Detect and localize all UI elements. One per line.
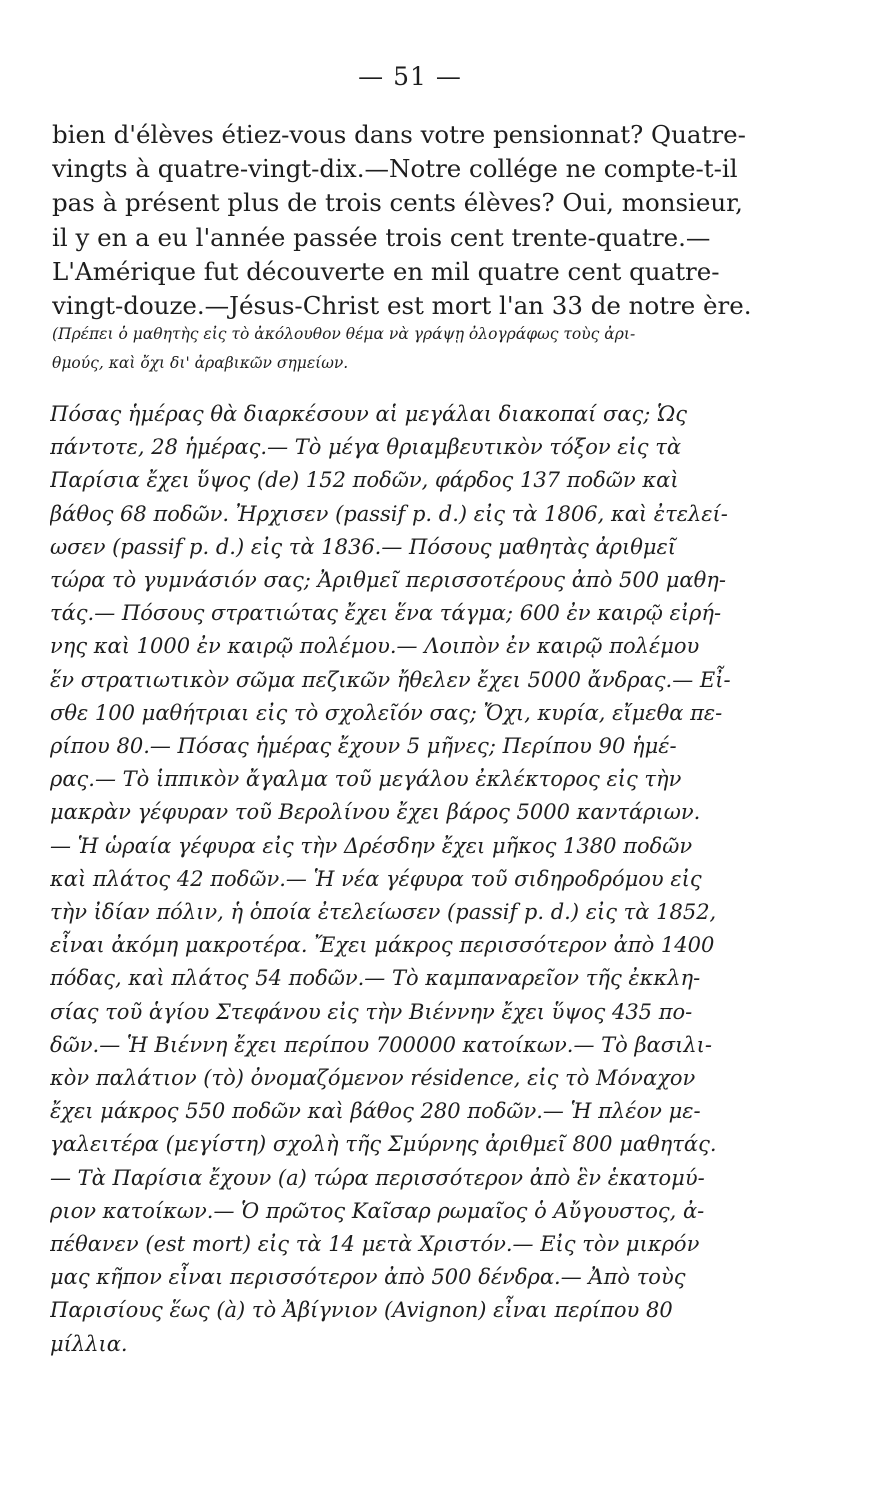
text-line: πόδας, καὶ πλάτος 54 ποδῶν.— Τὸ καμπαναρεῖον τῆς ἐκκλη- bbox=[50, 966, 701, 991]
text-line: pas à présent plus de trois cents élèves? Oui, monsieur, bbox=[52, 188, 743, 218]
text-line: vingts à quatre-vingt-dix.—Notre collége ne compte-t-il bbox=[52, 154, 738, 184]
text-line: νης καὶ 1000 ἐν καιρῷ πολέμου.— Λοιπὸν ἐν καιρῷ πολέμου bbox=[50, 634, 700, 659]
text-line: τὴν ἰδίαν πόλιν, ἡ ὁποία ἐτελείωσεν (passif p. d.) εἰς τὰ 1852, bbox=[50, 900, 717, 925]
text-line: δῶν.— Ἡ Βιέννη ἔχει περίπου 700000 κατοίκων.— Τὸ βασιλι- bbox=[50, 1032, 712, 1057]
text-line: Παρισίους ἕως (à) τὸ Ἀβίγνιον (Avignon) εἶναι περίπου 80 bbox=[50, 1298, 673, 1323]
text-line: γαλειτέρα (μεγίστη) σχολὴ τῆς Σμύρνης ἀριθμεῖ 800 μαθητάς. bbox=[50, 1132, 717, 1157]
text-line: Πόσας ἡμέρας θὰ διαρκέσουν αἱ μεγάλαι διακοπαί σας; Ὡς bbox=[50, 402, 688, 426]
text-line: κὸν παλάτιον (τὸ) ὀνομαζόμενον résidence, εἰς τὸ Μόναχον bbox=[50, 1066, 696, 1091]
text-line: vingt-douze.—Jésus-Christ est mort l'an 33 de notre ère. bbox=[52, 291, 752, 321]
text-line: μας κῆπον εἶναι περισσότερον ἀπὸ 500 δένδρα.— Ἀπὸ τοὺς bbox=[50, 1265, 686, 1290]
text-line: μακρὰν γέφυραν τοῦ Βερολίνου ἔχει βάρος 5000 καντάριων. bbox=[50, 800, 701, 825]
text-line: πάντοτε, 28 ἡμέρας.— Τὸ μέγα θριαμβευτικὸν τόξον εἰς τὰ bbox=[50, 435, 682, 460]
text-line: ἕν στρατιωτικὸν σῶμα πεζικῶν ἤθελεν ἔχει 5000 ἄνδρας.— Εἶ- bbox=[50, 667, 731, 692]
text-line: — Τὰ Παρίσια ἔχουν (a) τώρα περισσότερον ἀπὸ ἓν ἑκατομύ- bbox=[50, 1165, 705, 1190]
text-line: il y en a eu l'année passée trois cent trente-quatre.— bbox=[52, 222, 711, 252]
note-line: (Πρέπει ὁ μαθητὴς εἰς τὸ ἀκόλουθον θέμα νὰ γράψῃ ὀλογράφως τοὺς ἀρι- bbox=[52, 325, 636, 343]
text-line: εἶναι ἀκόμη μακροτέρα. Ἔχει μάκρος περισσότερον ἀπὸ 1400 bbox=[50, 933, 715, 958]
text-line: βάθος 68 ποδῶν. Ἠρχισεν (passif p. d.) εἰς τὰ 1806, καὶ ἐτελεί- bbox=[50, 501, 728, 526]
text-line: σθε 100 μαθήτριαι εἰς τὸ σχολεῖόν σας; Ὄχι, κυρία, εἴμεθα πε- bbox=[50, 700, 723, 725]
text-line: τώρα τὸ γυμνάσιόν σας; Ἀριθμεῖ περισσοτέρους ἀπὸ 500 μαθη- bbox=[50, 568, 726, 593]
text-line: — Ἡ ὡραία γέφυρα εἰς τὴν Δρέσδην ἔχει μῆκος 1380 ποδῶν bbox=[50, 833, 693, 858]
text-line: ρίπου 80.— Πόσας ἡμέρας ἔχουν 5 μῆνες; Περίπου 90 ἡμέ- bbox=[50, 734, 677, 759]
text-line: ριον κατοίκων.— Ὁ πρῶτος Καῖσαρ ρωμαῖος ὁ Αὔγουστος, ἀ- bbox=[50, 1198, 705, 1223]
french-exercise-text bbox=[52, 118, 782, 323]
note-line: θμούς, καὶ ὄχι δι' ἀραβικῶν σημείων. bbox=[52, 354, 349, 372]
text-line: τάς.— Πόσους στρατιώτας ἔχει ἕνα τάγμα; 600 ἐν καιρῷ εἰρή- bbox=[50, 601, 722, 626]
text-line: ωσεν (passif p. d.) εἰς τὰ 1836.— Πόσους μαθητὰς ἀριθμεῖ bbox=[50, 534, 677, 559]
text-line: L'Amérique fut découverte en mil quatre cent quatre- bbox=[52, 256, 720, 286]
text-line: σίας τοῦ ἁγίου Στεφάνου εἰς τὴν Βιέννην ἔχει ὕψος 435 πο- bbox=[50, 999, 693, 1024]
text-line: bien d'élèves étiez-vous dans votre pensionnat? Quatre- bbox=[52, 120, 746, 149]
text-line: πέθανεν (est mort) εἰς τὰ 14 μετὰ Χριστόν.— Εἰς τὸν μικρόν bbox=[50, 1232, 700, 1257]
text-line: ρας.— Τὸ ἱππικὸν ἄγαλμα τοῦ μεγάλου ἐκλέκτορος εἰς τὴν bbox=[50, 767, 682, 792]
greek-exercise-text bbox=[50, 398, 795, 1361]
instruction-note bbox=[52, 320, 787, 378]
text-line: μίλλια. bbox=[50, 1331, 128, 1356]
text-line: Παρίσια ἔχει ὕψος (de) 152 ποδῶν, φάρδος 137 ποδῶν καὶ bbox=[50, 468, 679, 493]
text-line: ἔχει μάκρος 550 ποδῶν καὶ βάθος 280 ποδῶν.— Ἡ πλέον με- bbox=[50, 1099, 701, 1124]
text-line: καὶ πλάτος 42 ποδῶν.— Ἡ νέα γέφυρα τοῦ σιδηροδρόμου εἰς bbox=[50, 866, 702, 891]
page-number: — 51 — bbox=[358, 62, 462, 91]
